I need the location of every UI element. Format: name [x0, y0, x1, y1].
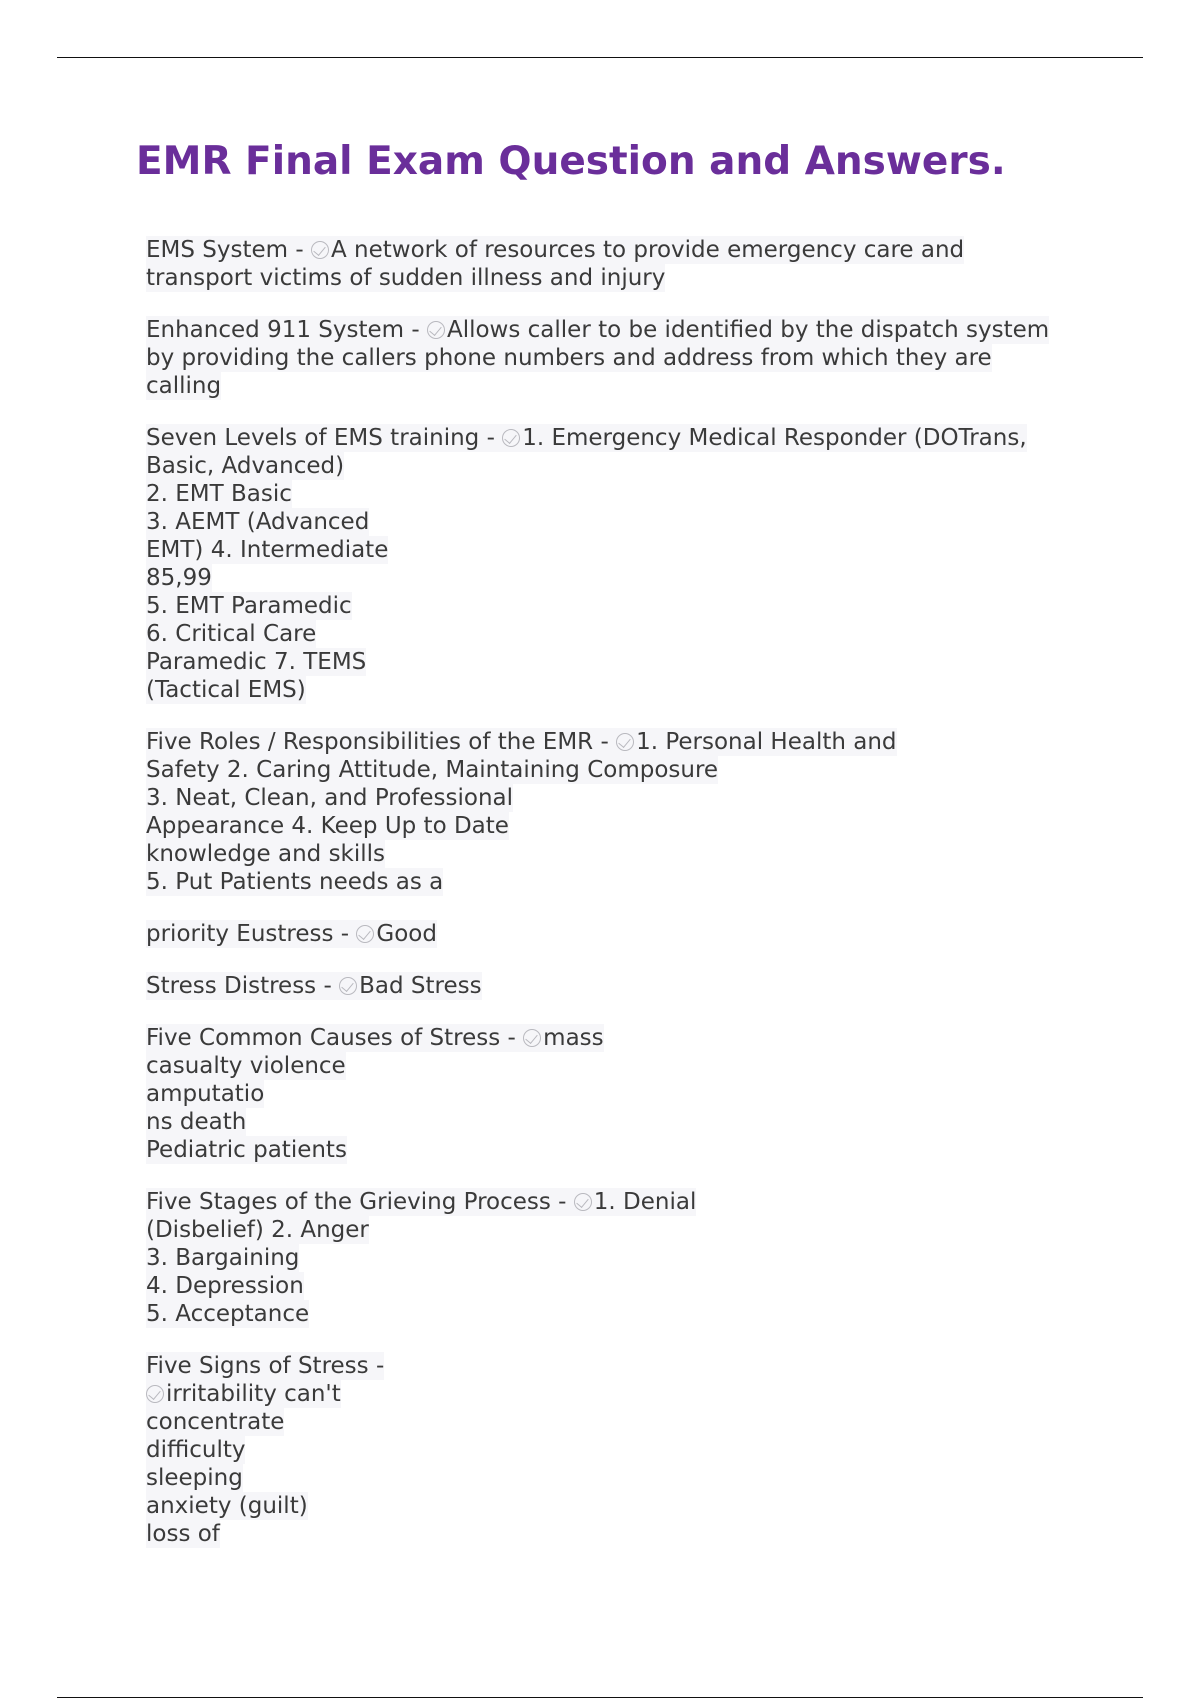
entry-line	[146, 648, 366, 676]
checkmark-circle-icon	[311, 241, 329, 259]
entry-line	[146, 1520, 220, 1548]
entry-line	[146, 1052, 346, 1080]
checkmark-circle-icon	[502, 429, 520, 447]
entry-text: Five Common Causes of Stress -	[146, 1025, 524, 1051]
entry-line	[146, 424, 1027, 452]
checkmark-circle-icon	[356, 925, 374, 943]
qa-entry	[146, 1352, 1106, 1548]
document-body	[146, 236, 1106, 1572]
entry-text: Five Signs of Stress -	[146, 1353, 385, 1379]
entry-text: priority Eustress -	[146, 921, 357, 947]
entry-line	[146, 784, 513, 812]
entry-text: calling	[146, 373, 222, 399]
entry-text: Five Roles / Responsibilities of the EMR -	[146, 729, 617, 755]
entry-text: 3. Neat, Clean, and Professional	[146, 785, 514, 811]
entry-text: EMS System -	[146, 237, 311, 263]
entry-text: Five Stages of the Grieving Process -	[146, 1189, 574, 1215]
entry-answer: A network of resources to provide emergency care and	[330, 237, 965, 263]
entry-text: 5. EMT Paramedic	[146, 593, 352, 619]
qa-entry	[146, 1188, 1106, 1328]
entry-text: sleeping	[146, 1465, 243, 1491]
entry-text: Basic, Advanced)	[146, 453, 345, 479]
entry-line	[146, 1188, 696, 1216]
entry-text: 3. AEMT (Advanced	[146, 509, 370, 535]
entry-line	[146, 1492, 308, 1520]
entry-line	[146, 1080, 264, 1108]
entry-answer: mass	[543, 1025, 604, 1051]
entry-text: Pediatric patients	[146, 1137, 347, 1163]
entry-text: anxiety (guilt)	[146, 1493, 308, 1519]
qa-entry	[146, 920, 1106, 948]
footer-rule	[57, 1697, 1143, 1698]
entry-line	[146, 316, 1049, 344]
qa-entry	[146, 316, 1106, 400]
entry-text: 2. EMT Basic	[146, 481, 292, 507]
entry-text: 3. Bargaining	[146, 1245, 300, 1271]
entry-answer: 1. Emergency Medical Responder (DOTrans,	[522, 425, 1027, 451]
entry-line	[146, 920, 437, 948]
entry-text: 4. Depression	[146, 1273, 304, 1299]
entry-line	[146, 972, 482, 1000]
entry-text: Seven Levels of EMS training -	[146, 425, 503, 451]
entry-text: difficulty	[146, 1437, 246, 1463]
qa-entry	[146, 972, 1106, 1000]
entry-text: Stress Distress -	[146, 973, 340, 999]
checkmark-circle-icon	[574, 1193, 592, 1211]
entry-line	[146, 264, 665, 292]
entry-line	[146, 812, 509, 840]
entry-line	[146, 536, 388, 564]
entry-line	[146, 1136, 347, 1164]
entry-answer: Good	[376, 921, 437, 947]
entry-text: 85,99	[146, 565, 212, 591]
entry-text: amputatio	[146, 1081, 265, 1107]
header-rule	[57, 57, 1143, 58]
entry-line	[146, 728, 897, 756]
entry-line	[146, 344, 992, 372]
entry-answer: Allows caller to be identified by the dispatch system	[446, 317, 1050, 343]
entry-text: ns death	[146, 1109, 247, 1135]
entry-text: (Disbelief) 2. Anger	[146, 1217, 369, 1243]
entry-line	[146, 1436, 245, 1464]
entry-line	[146, 1272, 304, 1300]
entry-line	[146, 1352, 384, 1380]
entry-line	[146, 1244, 299, 1272]
entry-line	[146, 620, 316, 648]
checkmark-circle-icon	[427, 321, 445, 339]
entry-text: loss of	[146, 1521, 220, 1547]
entry-line	[146, 1108, 246, 1136]
entry-text: knowledge and skills	[146, 841, 386, 867]
qa-entry	[146, 236, 1106, 292]
entry-line	[146, 508, 369, 536]
entry-text: casualty violence	[146, 1053, 346, 1079]
entry-line	[146, 564, 212, 592]
entry-answer: 1. Personal Health and	[636, 729, 897, 755]
entry-text: 5. Put Patients needs as a	[146, 869, 444, 895]
entry-text: (Tactical EMS)	[146, 677, 306, 703]
document-title: EMR Final Exam Question and Answers.	[136, 139, 1006, 184]
entry-answer: 1. Denial	[593, 1189, 697, 1215]
entry-line	[146, 1464, 243, 1492]
entry-line	[146, 1216, 369, 1244]
entry-line	[146, 480, 292, 508]
checkmark-circle-icon	[146, 1385, 164, 1403]
entry-text: EMT) 4. Intermediate	[146, 537, 389, 563]
entry-line	[146, 1408, 284, 1436]
entry-line	[146, 1380, 341, 1408]
entry-line	[146, 372, 221, 400]
entry-text: by providing the callers phone numbers and address from which they are	[146, 345, 992, 371]
entry-line	[146, 452, 344, 480]
entry-line	[146, 1300, 309, 1328]
entry-text: Enhanced 911 System -	[146, 317, 427, 343]
qa-entry	[146, 728, 1106, 896]
entry-text: transport victims of sudden illness and injury	[146, 265, 666, 291]
entry-text: Appearance 4. Keep Up to Date	[146, 813, 509, 839]
qa-entry	[146, 1024, 1106, 1164]
entry-line	[146, 868, 443, 896]
entry-answer: irritability can't	[166, 1381, 341, 1407]
checkmark-circle-icon	[616, 733, 634, 751]
entry-line	[146, 1024, 604, 1052]
entry-line	[146, 840, 385, 868]
entry-text: concentrate	[146, 1409, 285, 1435]
checkmark-circle-icon	[339, 977, 357, 995]
entry-text: Paramedic 7. TEMS	[146, 649, 367, 675]
checkmark-circle-icon	[523, 1029, 541, 1047]
entry-text: Safety 2. Caring Attitude, Maintaining Composure	[146, 757, 719, 783]
entry-line	[146, 236, 964, 264]
entry-line	[146, 592, 352, 620]
entry-answer: Bad Stress	[359, 973, 482, 999]
qa-entry	[146, 424, 1106, 704]
entry-text: 6. Critical Care	[146, 621, 317, 647]
entry-line	[146, 756, 718, 784]
entry-text: 5. Acceptance	[146, 1301, 310, 1327]
entry-line	[146, 676, 306, 704]
